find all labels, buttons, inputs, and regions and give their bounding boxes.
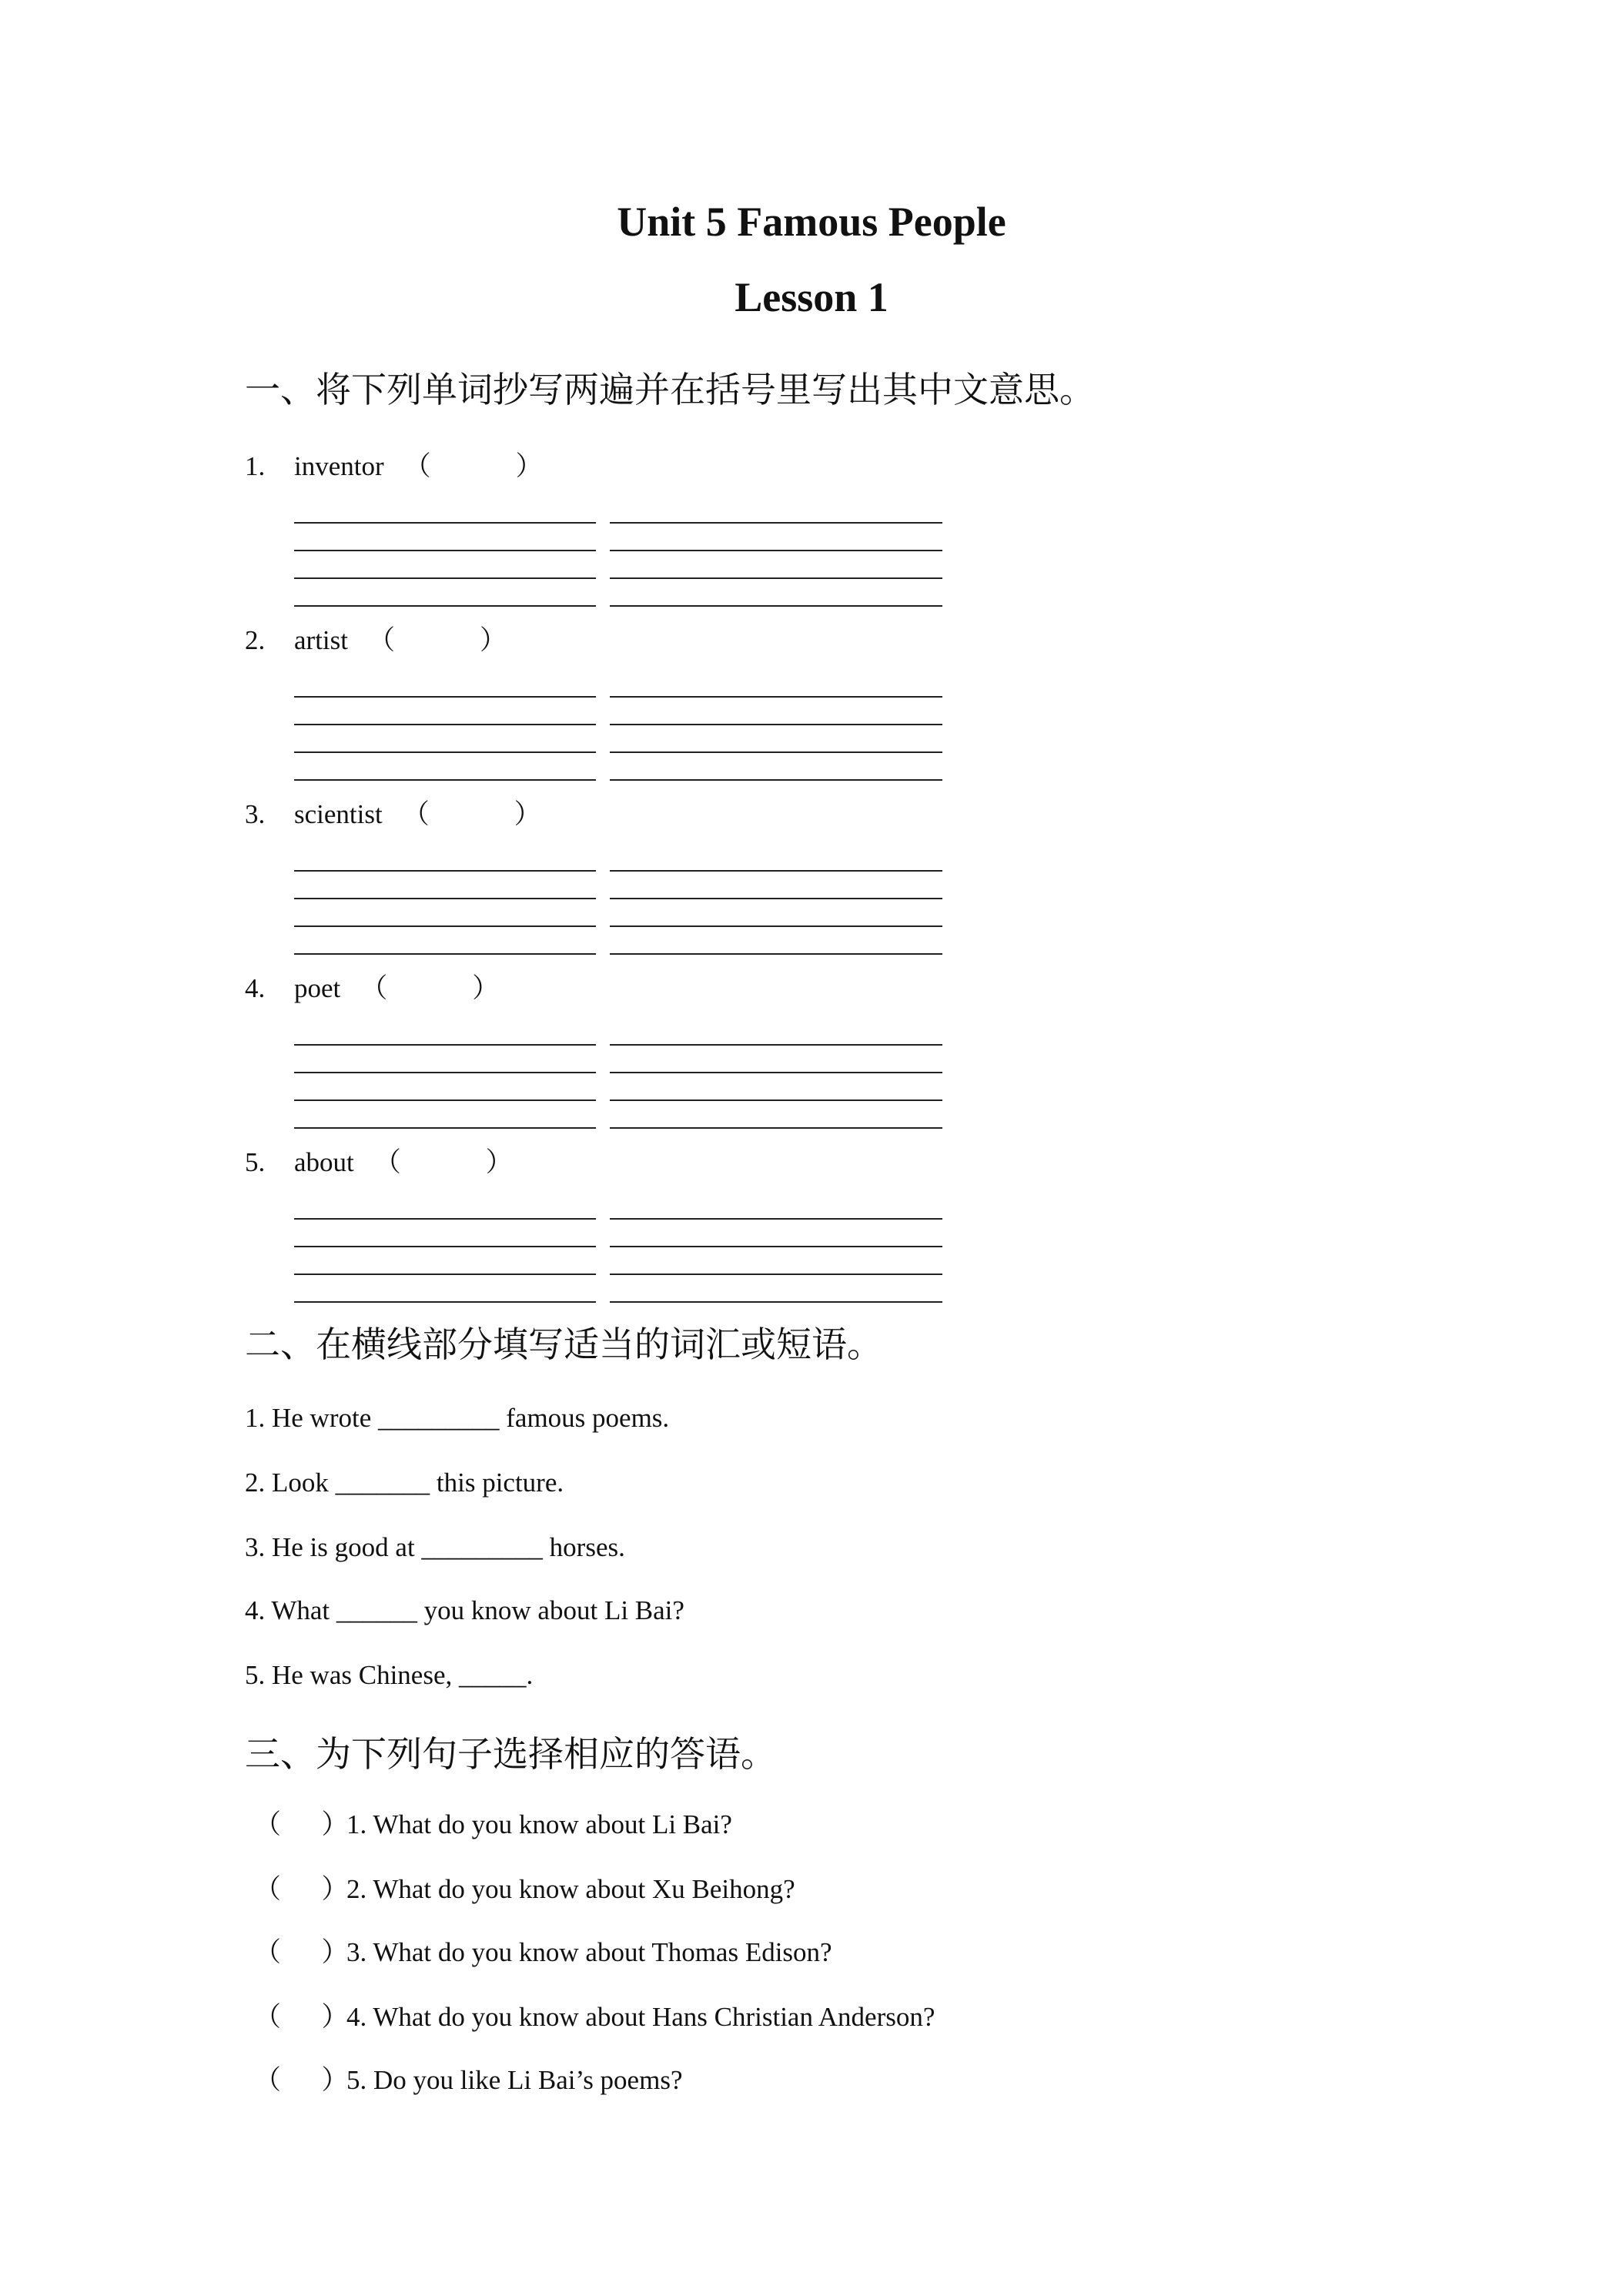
- open-paren: （: [367, 625, 395, 655]
- question-text: 2. What do you know about Xu Beihong?: [346, 1874, 795, 1904]
- copy-lines-4[interactable]: [294, 1018, 942, 1133]
- fill-question-3[interactable]: 3. He is good at _________ horses.: [245, 1532, 625, 1562]
- word-num: 2.: [245, 625, 266, 655]
- fill-question-2[interactable]: 2. Look _______ this picture.: [245, 1468, 564, 1498]
- word-num: 5.: [245, 1147, 266, 1177]
- word-text: poet: [294, 973, 341, 1003]
- close-paren: ）: [472, 973, 500, 1003]
- question-text: 4. What do you know about Hans Christian Anderson?: [346, 2002, 935, 2032]
- open-paren: （: [403, 451, 431, 481]
- answer-bracket[interactable]: （ ）: [254, 1937, 349, 1967]
- word-num: 4.: [245, 973, 266, 1003]
- word-text: inventor: [294, 451, 384, 481]
- question-text: 1. What do you know about Li Bai?: [346, 1809, 732, 1839]
- copy-lines-3[interactable]: [294, 844, 942, 959]
- question-text: 3. What do you know about Thomas Edison?: [346, 1937, 832, 1967]
- match-question-4: [254, 2000, 935, 2034]
- section1-heading: 一、将下列单词抄写两遍并在括号里写出其中文意思。: [245, 369, 1095, 410]
- page-title: Unit 5 Famous People: [617, 199, 1006, 245]
- answer-bracket[interactable]: （ ）: [254, 1874, 349, 1904]
- section3-heading: 三、为下列句子选择相应的答语。: [245, 1733, 776, 1775]
- word-item-4: [245, 972, 499, 1006]
- match-question-3: [254, 1936, 832, 1970]
- open-paren: （: [402, 799, 430, 829]
- answer-bracket[interactable]: （ ）: [254, 1809, 349, 1839]
- question-text: 5. Do you like Li Bai’s poems?: [346, 2065, 683, 2095]
- answer-bracket[interactable]: （ ）: [254, 2002, 349, 2032]
- word-text: about: [294, 1147, 354, 1177]
- section2-heading: 二、在横线部分填写适当的词汇或短语。: [245, 1324, 882, 1365]
- fill-question-4[interactable]: 4. What ______ you know about Li Bai?: [245, 1595, 684, 1625]
- fill-question-1[interactable]: 1. He wrote _________ famous poems.: [245, 1403, 670, 1433]
- close-paren: ）: [485, 1147, 513, 1177]
- lesson-subtitle: Lesson 1: [735, 274, 888, 320]
- match-question-2: [254, 1873, 795, 1906]
- open-paren: （: [360, 973, 388, 1003]
- match-question-5: [254, 2063, 682, 2097]
- match-question-1: [254, 1808, 732, 1842]
- word-num: 1.: [245, 451, 266, 481]
- copy-lines-2[interactable]: [294, 670, 942, 785]
- close-paren: ）: [514, 799, 541, 829]
- word-item-3: [245, 798, 541, 832]
- word-item-2: [245, 624, 507, 658]
- copy-lines-5[interactable]: [294, 1192, 942, 1307]
- open-paren: （: [373, 1147, 401, 1177]
- close-paren: ）: [515, 451, 543, 481]
- word-text: artist: [294, 625, 348, 655]
- word-num: 3.: [245, 799, 266, 829]
- fill-question-5[interactable]: 5. He was Chinese, _____.: [245, 1660, 534, 1690]
- copy-lines-1[interactable]: [294, 496, 942, 611]
- answer-bracket[interactable]: （ ）: [254, 2065, 349, 2095]
- close-paren: ）: [480, 625, 507, 655]
- word-item-5: [245, 1146, 513, 1180]
- word-item-1: [245, 450, 543, 484]
- word-text: scientist: [294, 799, 383, 829]
